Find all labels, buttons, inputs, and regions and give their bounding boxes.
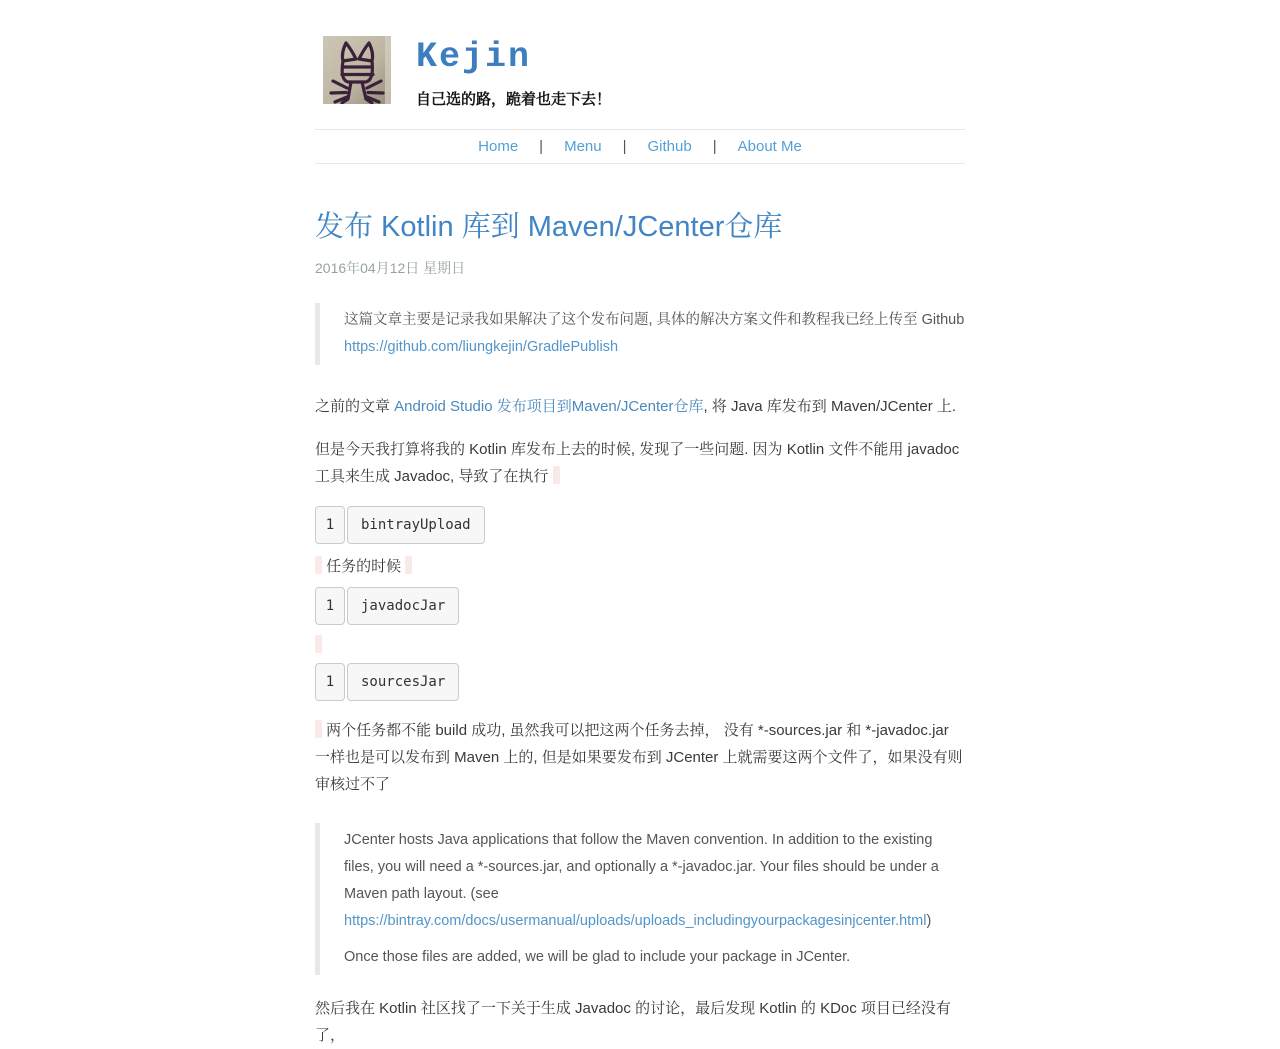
empty-inline-code-line [315, 635, 965, 656]
cat-seal-icon [323, 36, 391, 104]
code-content: javadocJar [347, 587, 459, 625]
empty-inline-code-mark [553, 466, 560, 484]
paragraph-text: 任务的时候 [326, 557, 402, 575]
previous-article-link[interactable]: Android Studio 发布项目到Maven/JCenter仓库 [394, 397, 704, 415]
bintray-docs-link[interactable]: https://bintray.com/docs/usermanual/uploads/uploads_includingyourpackagesinjcenter.html [344, 912, 927, 929]
quote-jcenter [315, 823, 965, 975]
nav-separator: | [712, 137, 717, 155]
code-block-javadoc-jar [315, 587, 965, 625]
empty-inline-code-mark [315, 720, 322, 738]
quote-text: ) [926, 912, 932, 929]
main-nav [315, 129, 965, 164]
blog-post [315, 204, 965, 1049]
paragraph-previous-article [315, 393, 965, 420]
empty-inline-code-mark [405, 556, 412, 574]
code-line-number: 1 [315, 587, 345, 625]
code-block-bintray-upload [315, 506, 965, 544]
page-column [315, 0, 965, 1049]
quote-intro [315, 303, 965, 365]
paragraph-kdoc [315, 995, 965, 1049]
paragraph-text: 两个任务都不能 build 成功, 虽然我可以把这两个任务去掉， 没有 *-sources.jar 和 *-javadoc.jar 一样也是可以发布到 Maven 上的, 但是如果要发布到 JCenter 上就需要这两个文件了，如果没有则审核过不了 [315, 721, 963, 793]
nav-link-about-me[interactable]: About Me [737, 137, 802, 155]
paragraph-build-fail [315, 717, 965, 798]
site-header [315, 36, 965, 109]
code-line-number: 1 [315, 663, 345, 701]
post-date: 2016年04月12日 星期日 [315, 259, 466, 276]
code-content: sourcesJar [347, 663, 459, 701]
github-repo-link[interactable]: https://github.com/liungkejin/GradlePublish [344, 338, 619, 355]
site-title-link[interactable]: Kejin [416, 37, 532, 77]
code-line-number: 1 [315, 506, 345, 544]
paragraph-text: 之前的文章 [315, 397, 395, 415]
quote-text: Once those files are added, we will be glad to include your package in JCenter. [344, 948, 851, 965]
quote-text: JCenter hosts Java applications that follow the Maven convention. In addition to the existing files, you will need a *-sources.jar, and optionally a *-javadoc.jar. Your files should be under a Maven path layout. (see [344, 831, 939, 902]
quote-intro-text: 这篇文章主要是记录我如果解决了这个发布问题, 具体的解决方案文件和教程我已经上传至 Github [344, 311, 965, 328]
paragraph-task-time [315, 553, 965, 580]
code-block-sources-jar [315, 663, 965, 701]
site-logo[interactable] [323, 36, 391, 104]
nav-link-menu[interactable]: Menu [564, 137, 602, 155]
site-subtitle: 自己选的路，跪着也走下去！ [416, 90, 612, 108]
nav-separator: | [622, 137, 627, 155]
empty-inline-code-mark [315, 635, 322, 653]
paragraph-text: 然后我在 Kotlin 社区找了一下关于生成 Javadoc 的讨论，最后发现 Kotlin 的 KDoc 项目已经没有了， [315, 999, 951, 1044]
paragraph-problem [315, 436, 965, 490]
post-title: 发布 Kotlin 库到 Maven/JCenter仓库 [315, 210, 783, 243]
nav-link-github[interactable]: Github [647, 137, 692, 155]
paragraph-text: 但是今天我打算将我的 Kotlin 库发布上去的时候, 发现了一些问题. 因为 Kotlin 文件不能用 javadoc 工具来生成 Javadoc, 导致了在执行 [315, 440, 960, 485]
empty-inline-code-mark [315, 556, 322, 574]
paragraph-text: , 将 Java 库发布到 Maven/JCenter 上. [703, 397, 957, 415]
site-header-text [416, 36, 611, 109]
nav-link-home[interactable]: Home [478, 137, 519, 155]
code-content: bintrayUpload [347, 506, 485, 544]
nav-separator: | [539, 137, 544, 155]
